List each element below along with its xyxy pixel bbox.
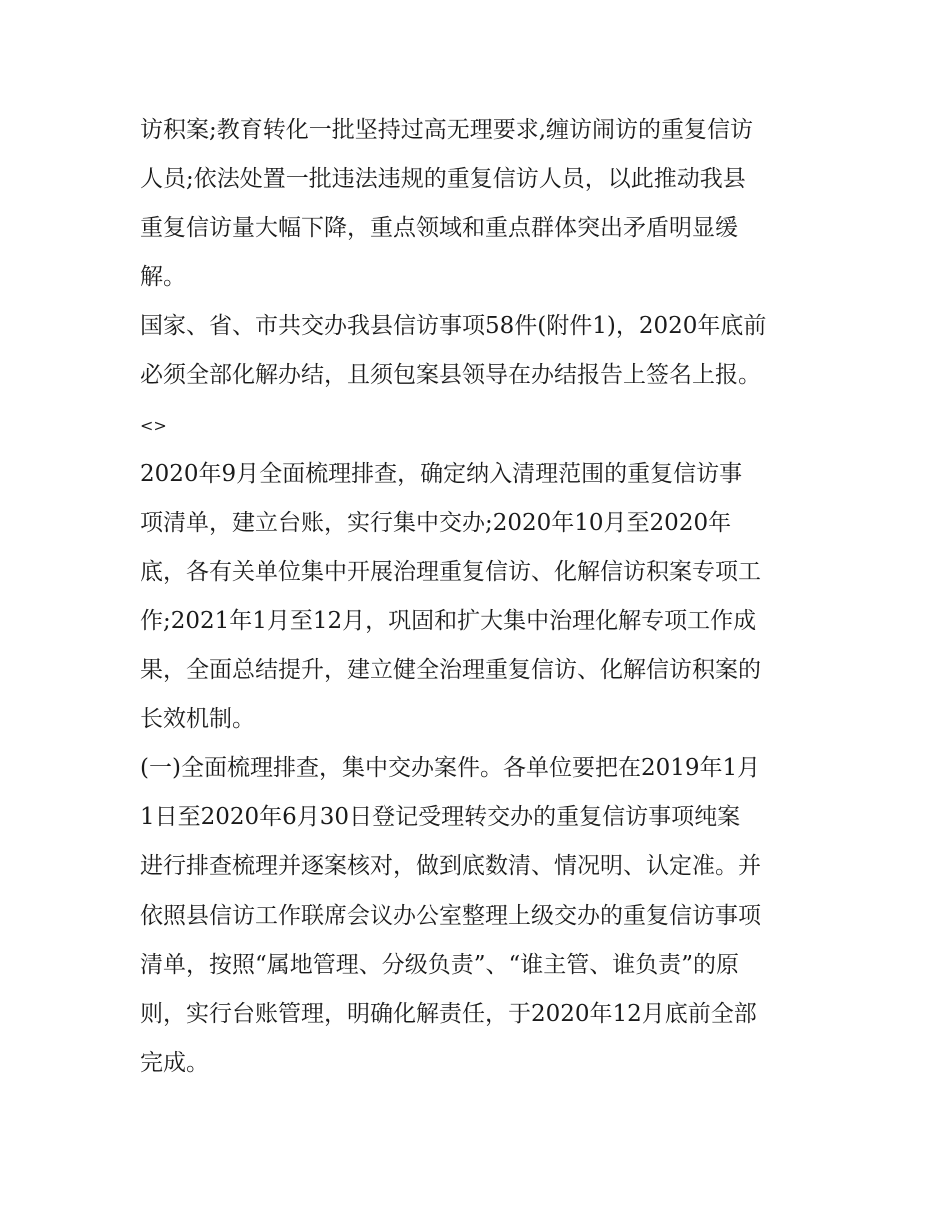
text-line-13: 长效机制。 — [140, 706, 255, 733]
text-line-3: 重复信访量大幅下降，重点领域和重点群体突出矛盾明显缓 — [140, 215, 738, 242]
text-line-1: 访积案;教育转化一批坚持过高无理要求,缠访闹访的重复信访 — [140, 117, 754, 143]
text-line-2: 人员;依法处置一批违法违规的重复信访人员，以此推动我县 — [140, 166, 746, 193]
text-line-16: 进行排查梳理并逐案核对，做到底数清、情况明、认定准。并 — [140, 853, 761, 880]
text-line-6: 必须全部化解办结，且须包案县领导在办结报告上签名上报。 — [140, 362, 761, 389]
text-line-19: 则，实行台账管理，明确化解责任，于2020年12月底前全部 — [140, 1000, 757, 1027]
text-line-12: 果，全面总结提升，建立健全治理重复信访、化解信访积案的 — [140, 657, 761, 684]
text-line-18: 清单，按照“属地管理、分级负责”、“谁主管、谁负责”的原 — [140, 951, 740, 978]
text-line-7: <> — [140, 415, 167, 435]
text-line-15: 1日至2020年6月30日登记受理转交办的重复信访事项纯案 — [140, 804, 741, 831]
document-body — [140, 106, 820, 1088]
text-line-11: 作;2021年1月至12月，巩固和扩大集中治理化解专项工作成 — [140, 607, 757, 634]
text-line-9: 项清单，建立台账，实行集中交办;2020年10月至2020年 — [140, 509, 732, 536]
text-line-14: (一)全面梳理排查，集中交办案件。各单位要把在2019年1月 — [140, 755, 761, 782]
text-line-8: 2020年9月全面梳理排查，确定纳入清理范围的重复信访事 — [140, 460, 743, 487]
text-line-20: 完成。 — [140, 1049, 209, 1076]
text-line-10: 底，各有关单位集中开展治理重复信访、化解信访积案专项工 — [140, 558, 761, 585]
text-line-5: 国家、省、市共交办我县信访事项58件(附件1)，2020年底前 — [140, 313, 767, 340]
text-line-17: 依照县信访工作联席会议办公室整理上级交办的重复信访事项 — [140, 902, 761, 929]
text-line-4: 解。 — [140, 264, 186, 291]
